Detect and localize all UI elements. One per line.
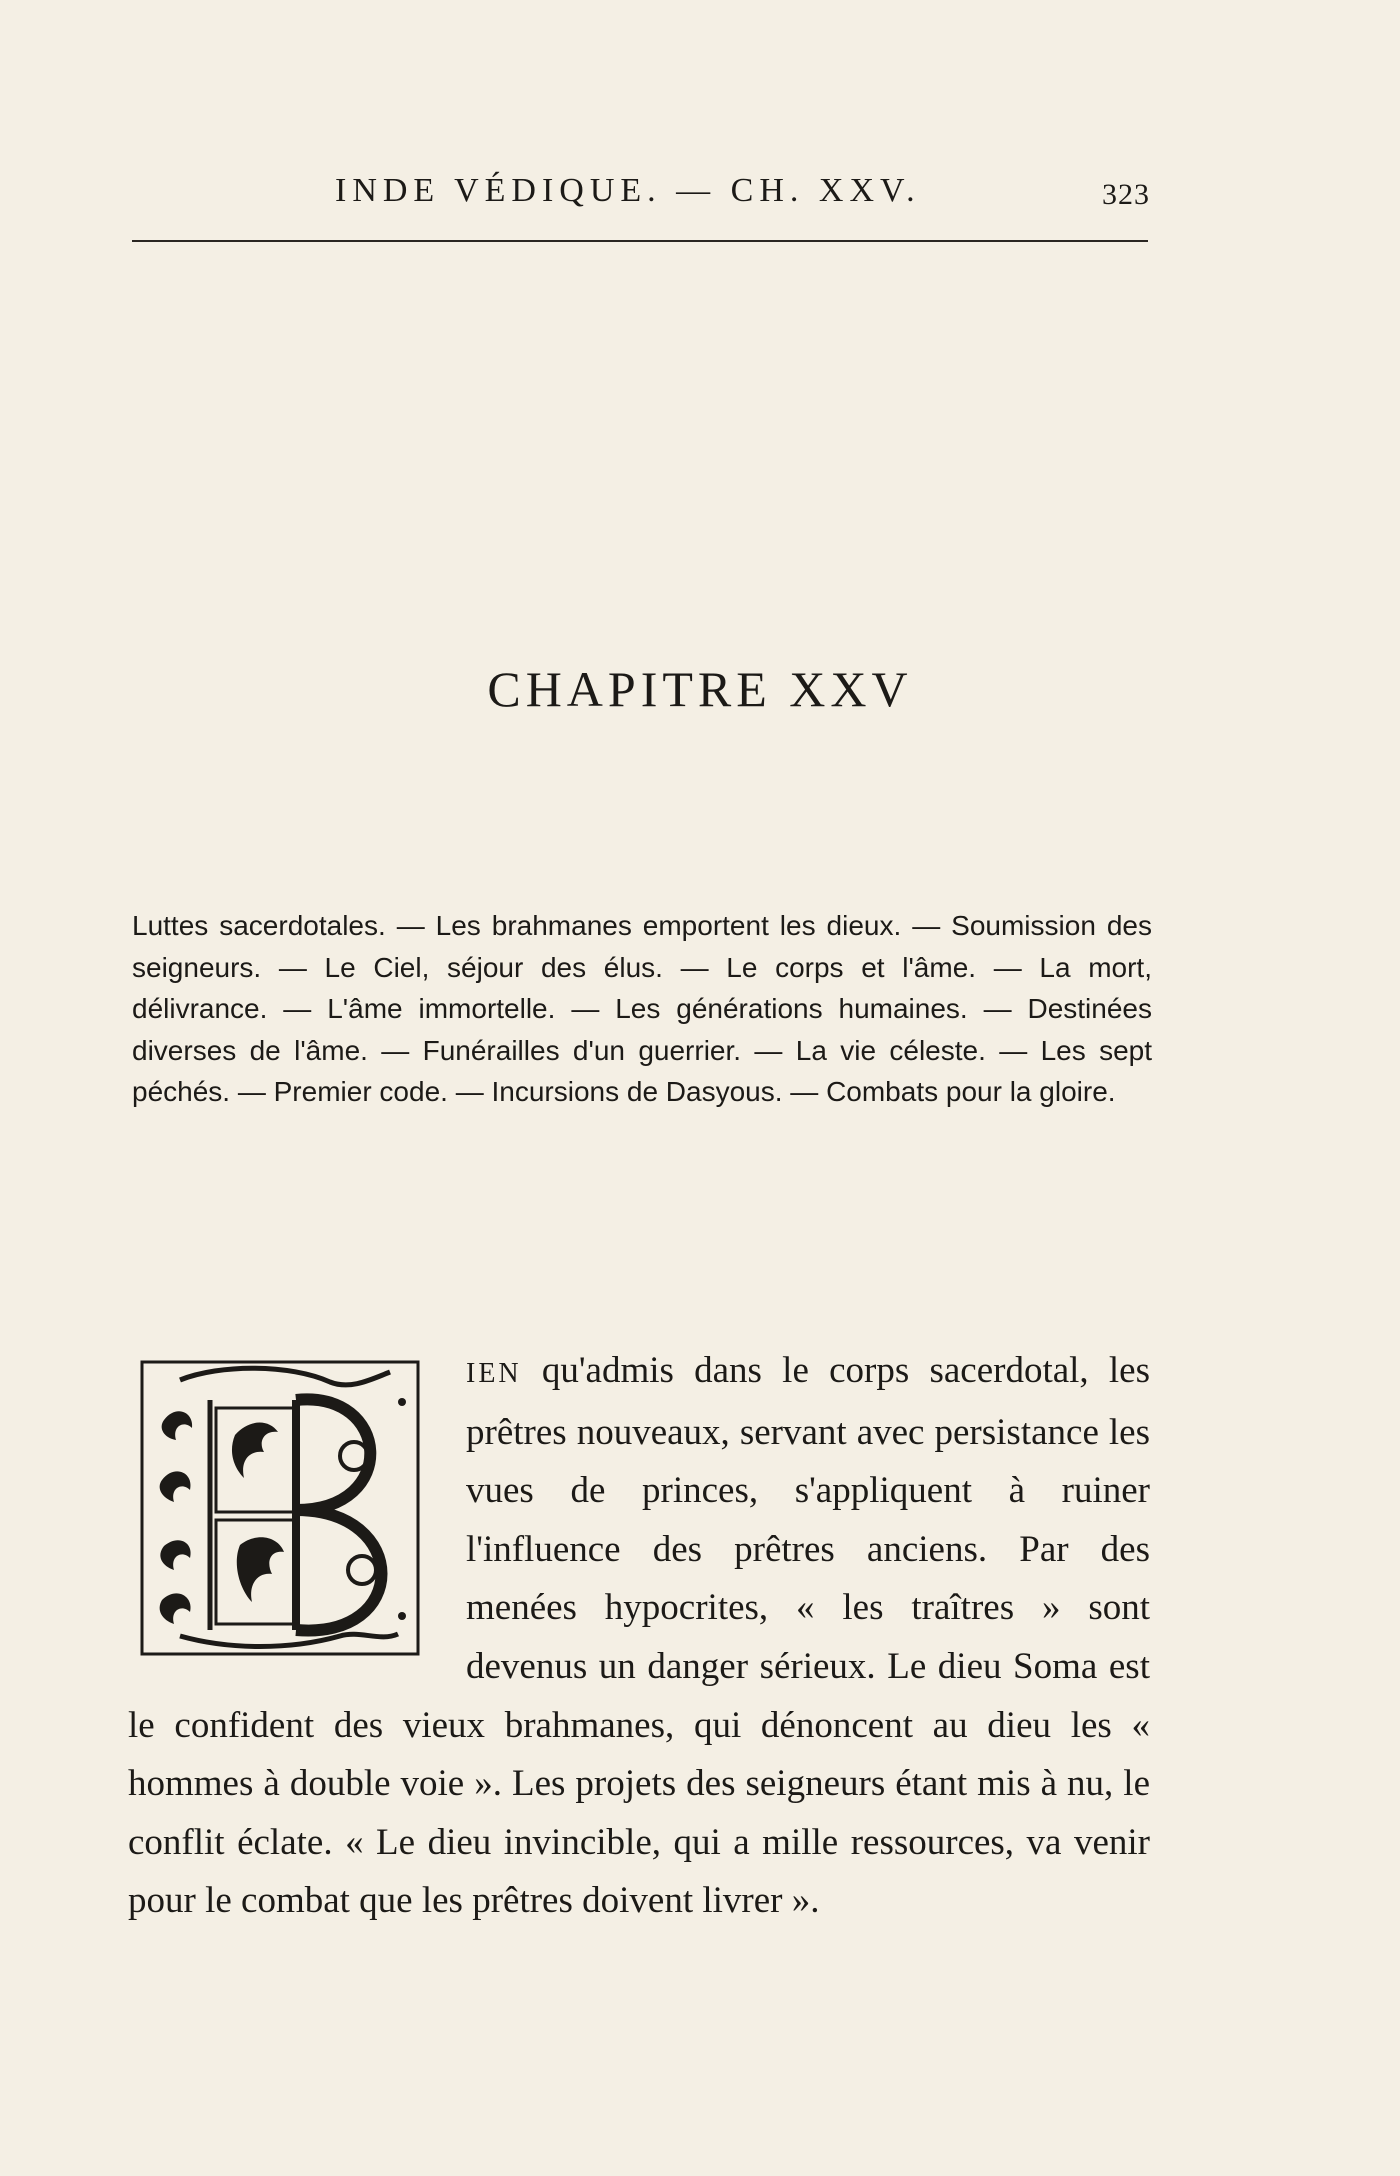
drop-cap-space [128, 1342, 466, 1684]
running-head [130, 172, 1150, 232]
page-number: 323 [1102, 178, 1150, 211]
body-paragraph [128, 1342, 1150, 1931]
chapter-summary: Luttes sacerdotales. — Les brahmanes emportent les dieux. — Soumission des seigneurs. — Le Ciel, séjour des élus. — Le corps et l'âme. — La mort, délivrance. — L'âme immortelle. — Les générations humaines. — Destinées diverses de l'âme. — Funérailles d'un guerrier. — La vie céleste. — Les sept péchés. — Premier code. — Incursions de Dasyous. — Combats pour la gloire. [132, 910, 1152, 1107]
running-title: INDE VÉDIQUE. — CH. XXV. [335, 172, 921, 209]
body-text: qu'admis dans le corps sacerdotal, les prêtres nouveaux, servant avec persistance les vues de princes, s'appliquent à ruiner l'influence des prêtres anciens. Par des menées hypocrites, « les traîtres » sont devenus un danger sérieux. Le dieu Soma est le confident des vieux brahmanes, qui dénoncent au dieu les « hommes à double voie ». Les projets des seigneurs étant mis à nu, le conflit éclate. « Le dieu invincible, qui a mille ressources, va venir pour le combat que les prêtres doivent livrer ». [128, 1350, 1150, 1922]
first-word-rest: IEN [466, 1358, 522, 1389]
chapter-title: CHAPITRE XXV [487, 661, 913, 717]
header-rule [132, 240, 1148, 242]
